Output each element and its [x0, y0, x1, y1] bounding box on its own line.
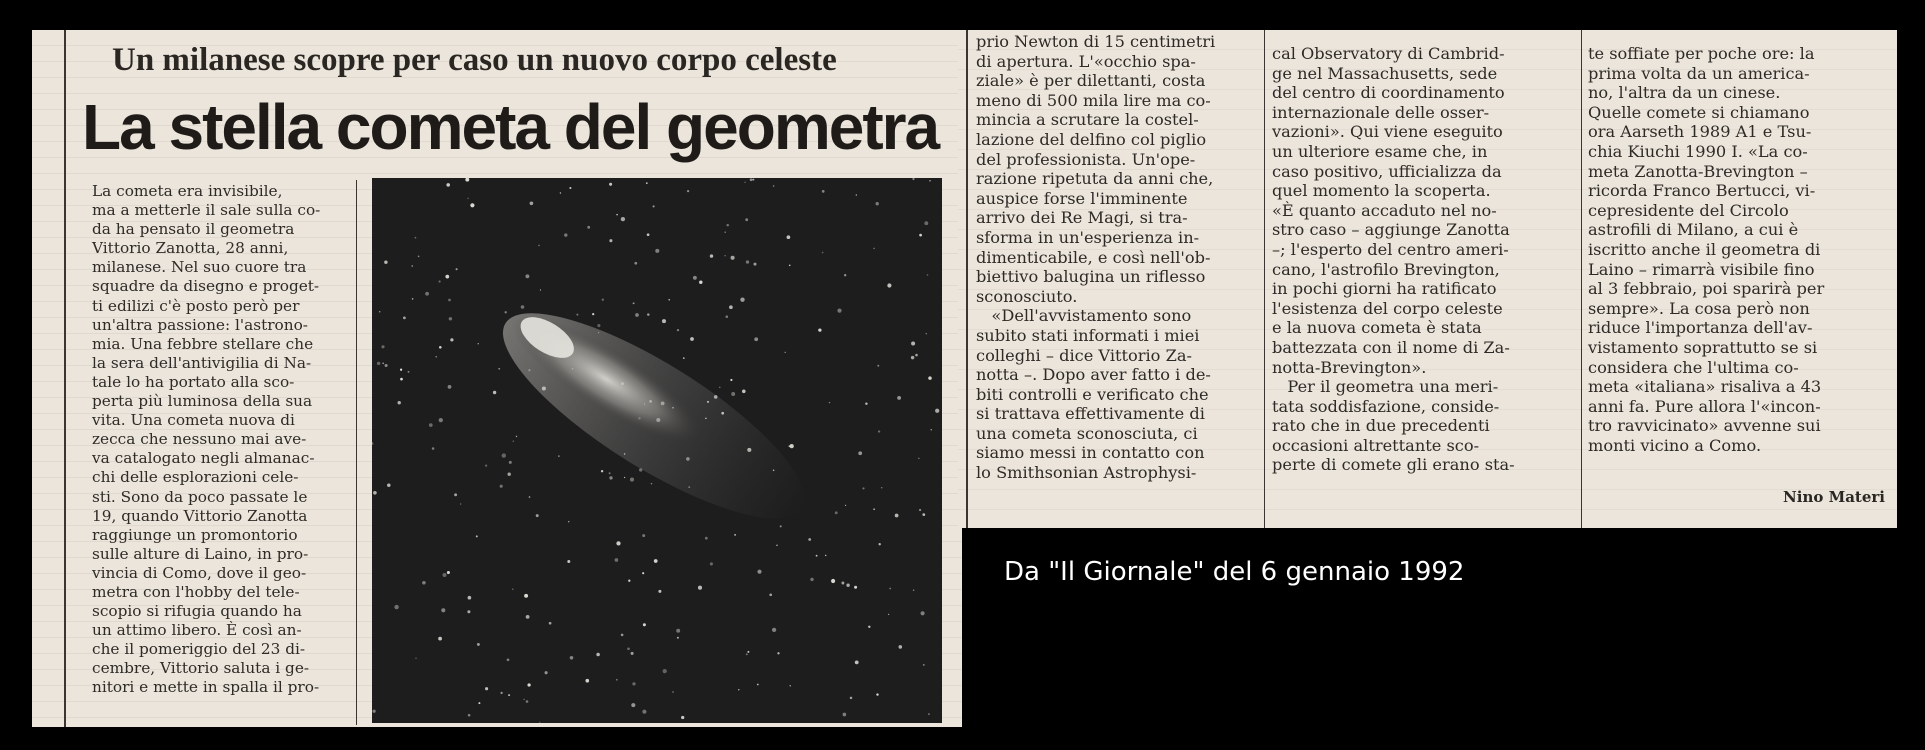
article-kicker: Un milanese scopre per caso un nuovo corpo celeste — [112, 42, 837, 78]
comet-photo — [372, 178, 942, 723]
article-column-2: prio Newton di 15 centimetri di apertura. L'«occhio spa- ziale» è per dilettanti, costa meno di 500 mila lire ma co- mincia a scrutare la costel- lazione del delfino col piglio del professionista. Un'ope- razione ripetuta da anni che, auspice forse l'imminente arrivo dei Re Magi, si tra- sforma in un'esperienza in- dimenticabile, e così nell'ob- biettivo baluginа un riflesso sconosciuto. «Dell'avvistamento sono subito stati informati i miei colleghi – dice Vittorio Za- notta –. Dopo aver fatto i de- biti controlli e verificato che si trattava effettivamente di una cometa sconosciuta, ci siamo messi in contatto con lo Smithsonian Astrophysi- — [976, 32, 1216, 483]
article-column-4: te soffiate per poche ore: la prima volta da un america- no, l'altra da un cinese. Quelle comete si chiamano ora Aarseth 1989 A1 e Tsu- chia Kiuchi 1990 I. «La co- meta Zanotta-Brevington – ricorda Franco Bertucci, vi- cepresidente del Circolo astrofili di Milano, a cui è iscritto anche il geometra di Laino – rimarrà visibile fino al 3 febbraio, poi sparirà per sempre». La cosa però non riduce l'importanza dell'av- vistamento soprattutto se si considera che l'ultima co- meta «italiana» risaliva a 43 anni fa. Pure allora l'«incon- tro ravvicinato» avvenne sui monti vicino a Como. — [1588, 44, 1825, 455]
comet-photo-image — [372, 178, 942, 723]
margin-rule — [64, 30, 66, 727]
column-rule — [1581, 30, 1582, 528]
article-column-1: La cometa era invisibile, ma a metterle il sale sulla co- da ha pensato il geometra Vittorio Zanotta, 28 anni, milanese. Nel suo cuore tra squadre da disegno e proget- ti edilizi c'è posto però per un'altra passione: l'astrono- mia. Una febbre stellare che la sera dell'antivigilia di Na- tale lo ha portato alla sco- perta più luminosa della sua vita. Una cometa nuova di zecca che nessuno mai ave- va catalogato negli almanac- chi delle esplorazioni cele- sti. Sono da poco passate le 19, quando Vittorio Zanotta raggiunge un promontorio sulle alture di Laino, in pro- vincia di Como, dove il geo- metra con l'hobby del tele- scopio si rifugia quando ha un attimo libero. È così an- che il pomeriggio del 23 di- cembre, Vittorio saluta i ge- nitori e mette in spalla il pro- — [92, 182, 321, 697]
newspaper-clipping-right — [958, 30, 1897, 528]
margin-rule — [966, 30, 968, 528]
article-column-3: cal Observatory di Cambrid- ge nel Massachusetts, sede del centro di coordinamento internazionale delle osser- vazioni». Qui viene eseguito un ulteriore esame che, in caso positivo, ufficializza da quel momento la scoperta. «È quanto accaduto nel no- stro caso – aggiunge Zanotta –; l'esperto del centro ameri- cano, l'astrofilo Brevington, in pochi giorni ha ratificato l'esistenza del corpo celeste e la nuova cometa è stata battezzata con il nome di Za- notta-Brevington». Per il geometra una meri- tata soddisfazione, conside- rato che in due precedenti occasioni altrettante sco- perte di comete gli erano sta- — [1272, 44, 1515, 475]
author-signature: Nino Materi — [1783, 488, 1885, 506]
newspaper-clipping-left — [32, 30, 962, 727]
column-rule — [1264, 30, 1265, 528]
article-headline: La stella cometa del geometra — [82, 91, 939, 163]
source-caption: Da "Il Giornale" del 6 gennaio 1992 — [1004, 557, 1465, 587]
